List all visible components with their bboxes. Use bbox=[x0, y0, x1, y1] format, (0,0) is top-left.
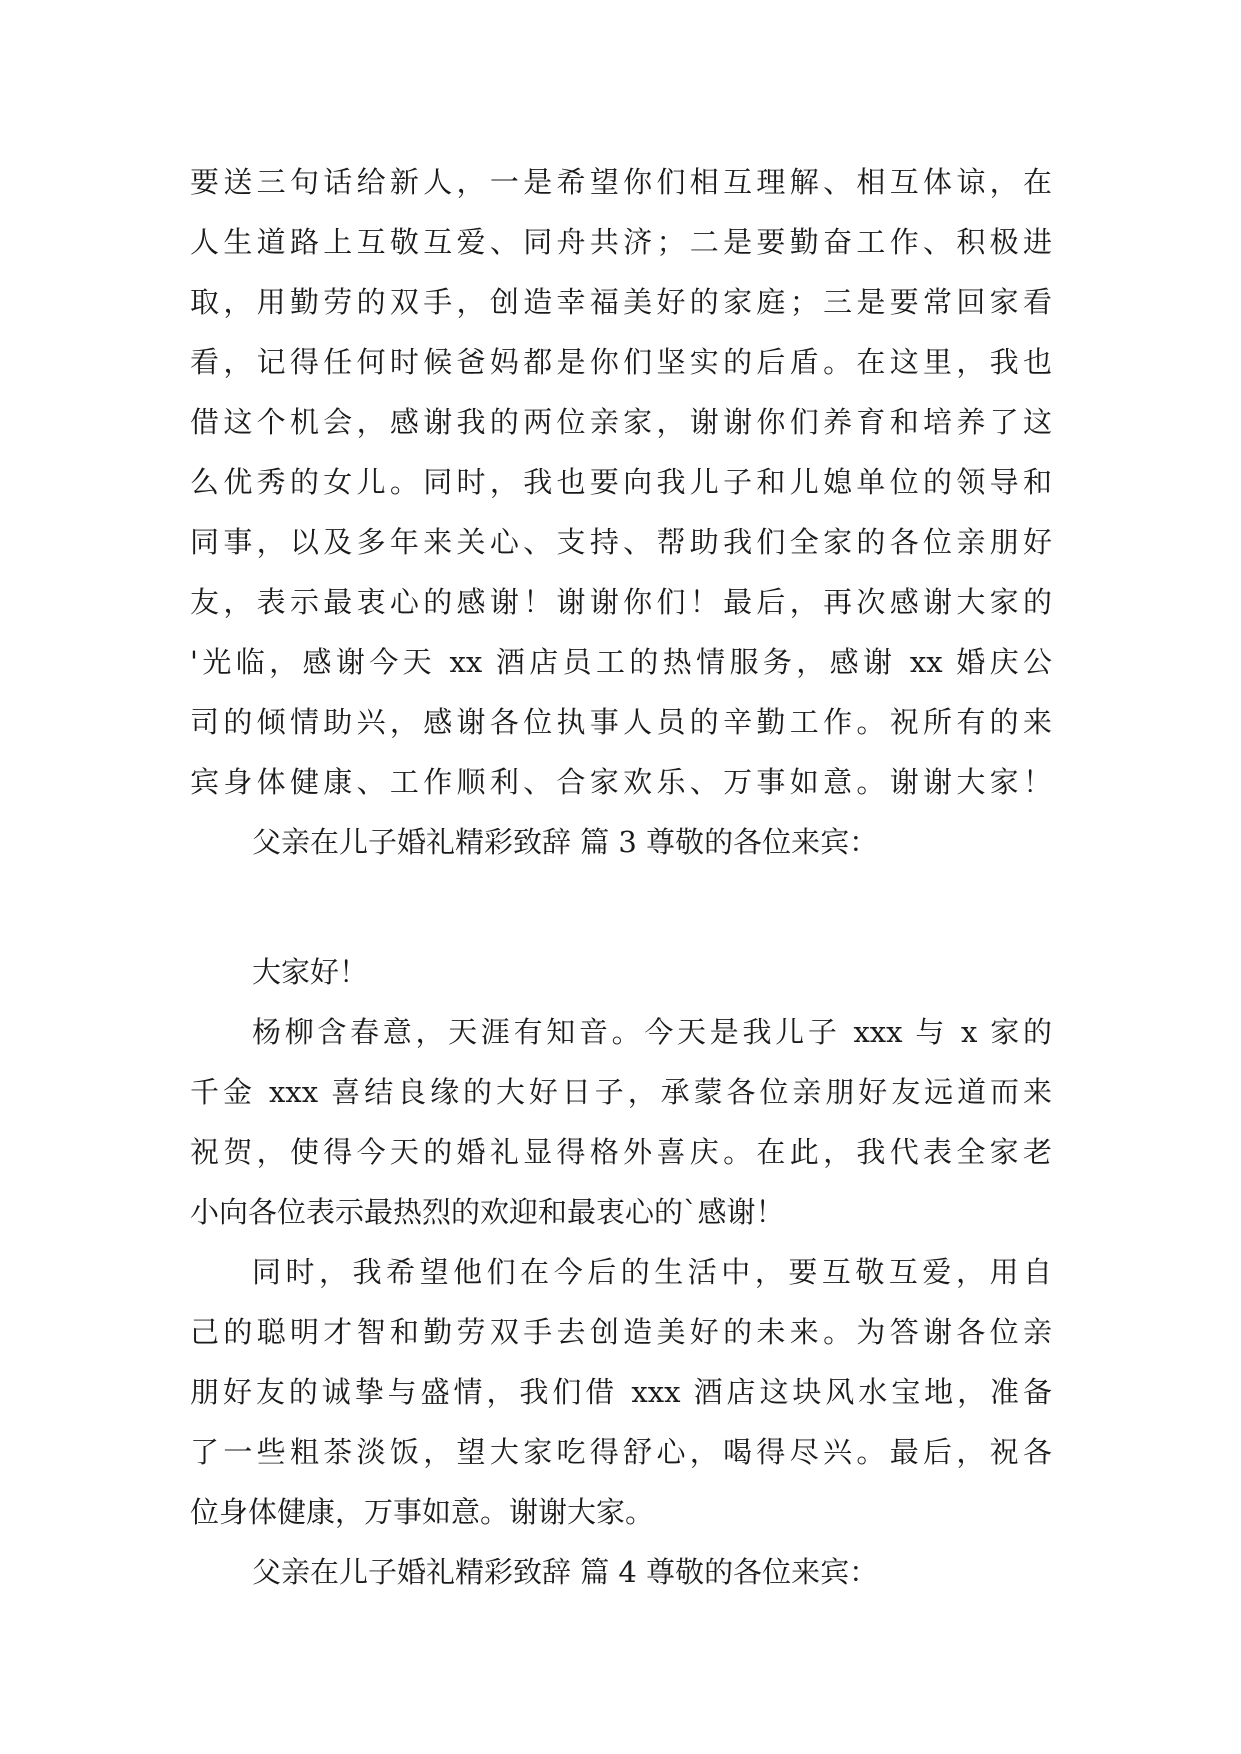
greeting-line: 大家好！ bbox=[252, 955, 369, 989]
text-line: 小向各位表示最热烈的欢迎和最衷心的`感谢！ bbox=[190, 1195, 785, 1229]
text-line: 己的聪明才智和勤劳双手去创造美好的未来。为答谢各位亲 bbox=[190, 1315, 1052, 1349]
text-line: 了一些粗茶淡饭，望大家吃得舒心，喝得尽兴。最后，祝各 bbox=[190, 1435, 1052, 1469]
text-line: 杨柳含春意，天涯有知音。今天是我儿子 xxx 与 x 家的 bbox=[252, 1015, 1052, 1049]
text-line: '光临，感谢今天 xx 酒店员工的热情服务，感谢 xx 婚庆公 bbox=[190, 645, 1052, 679]
text-line: 司的倾情助兴，感谢各位执事人员的辛勤工作。祝所有的来 bbox=[190, 705, 1052, 739]
text-line: 人生道路上互敬互爱、同舟共济；二是要勤奋工作、积极进 bbox=[190, 225, 1052, 259]
text-line: 同事，以及多年来关心、支持、帮助我们全家的各位亲朋好 bbox=[190, 525, 1052, 559]
text-line: 友，表示最衷心的感谢！谢谢你们！最后，再次感谢大家的 bbox=[190, 585, 1052, 619]
text-line: 么优秀的女儿。同时，我也要向我儿子和儿媳单位的领导和 bbox=[190, 465, 1052, 499]
text-line: 取，用勤劳的双手，创造幸福美好的家庭；三是要常回家看 bbox=[190, 285, 1052, 319]
paragraph-gap bbox=[190, 872, 1052, 942]
text-line: 要送三句话给新人，一是希望你们相互理解、相互体谅，在 bbox=[190, 165, 1052, 199]
section-heading: 父亲在儿子婚礼精彩致辞 篇 4 尊敬的各位来宾： bbox=[252, 1555, 879, 1589]
text-line: 位身体健康，万事如意。谢谢大家。 bbox=[190, 1495, 655, 1529]
text-line: 朋好友的诚挚与盛情，我们借 xxx 酒店这块风水宝地，准备 bbox=[190, 1375, 1052, 1409]
text-line: 看，记得任何时候爸妈都是你们坚实的后盾。在这里，我也 bbox=[190, 345, 1052, 379]
text-line: 祝贺，使得今天的婚礼显得格外喜庆。在此，我代表全家老 bbox=[190, 1135, 1052, 1169]
document-body bbox=[190, 152, 1052, 1602]
text-line: 千金 xxx 喜结良缘的大好日子，承蒙各位亲朋好友远道而来 bbox=[190, 1075, 1052, 1109]
text-line: 宾身体健康、工作顺利、合家欢乐、万事如意。谢谢大家！ bbox=[190, 765, 1052, 799]
text-line: 同时，我希望他们在今后的生活中，要互敬互爱，用自 bbox=[252, 1255, 1052, 1289]
section-heading: 父亲在儿子婚礼精彩致辞 篇 3 尊敬的各位来宾： bbox=[252, 825, 879, 859]
text-line: 借这个机会，感谢我的两位亲家，谢谢你们养育和培养了这 bbox=[190, 405, 1052, 439]
